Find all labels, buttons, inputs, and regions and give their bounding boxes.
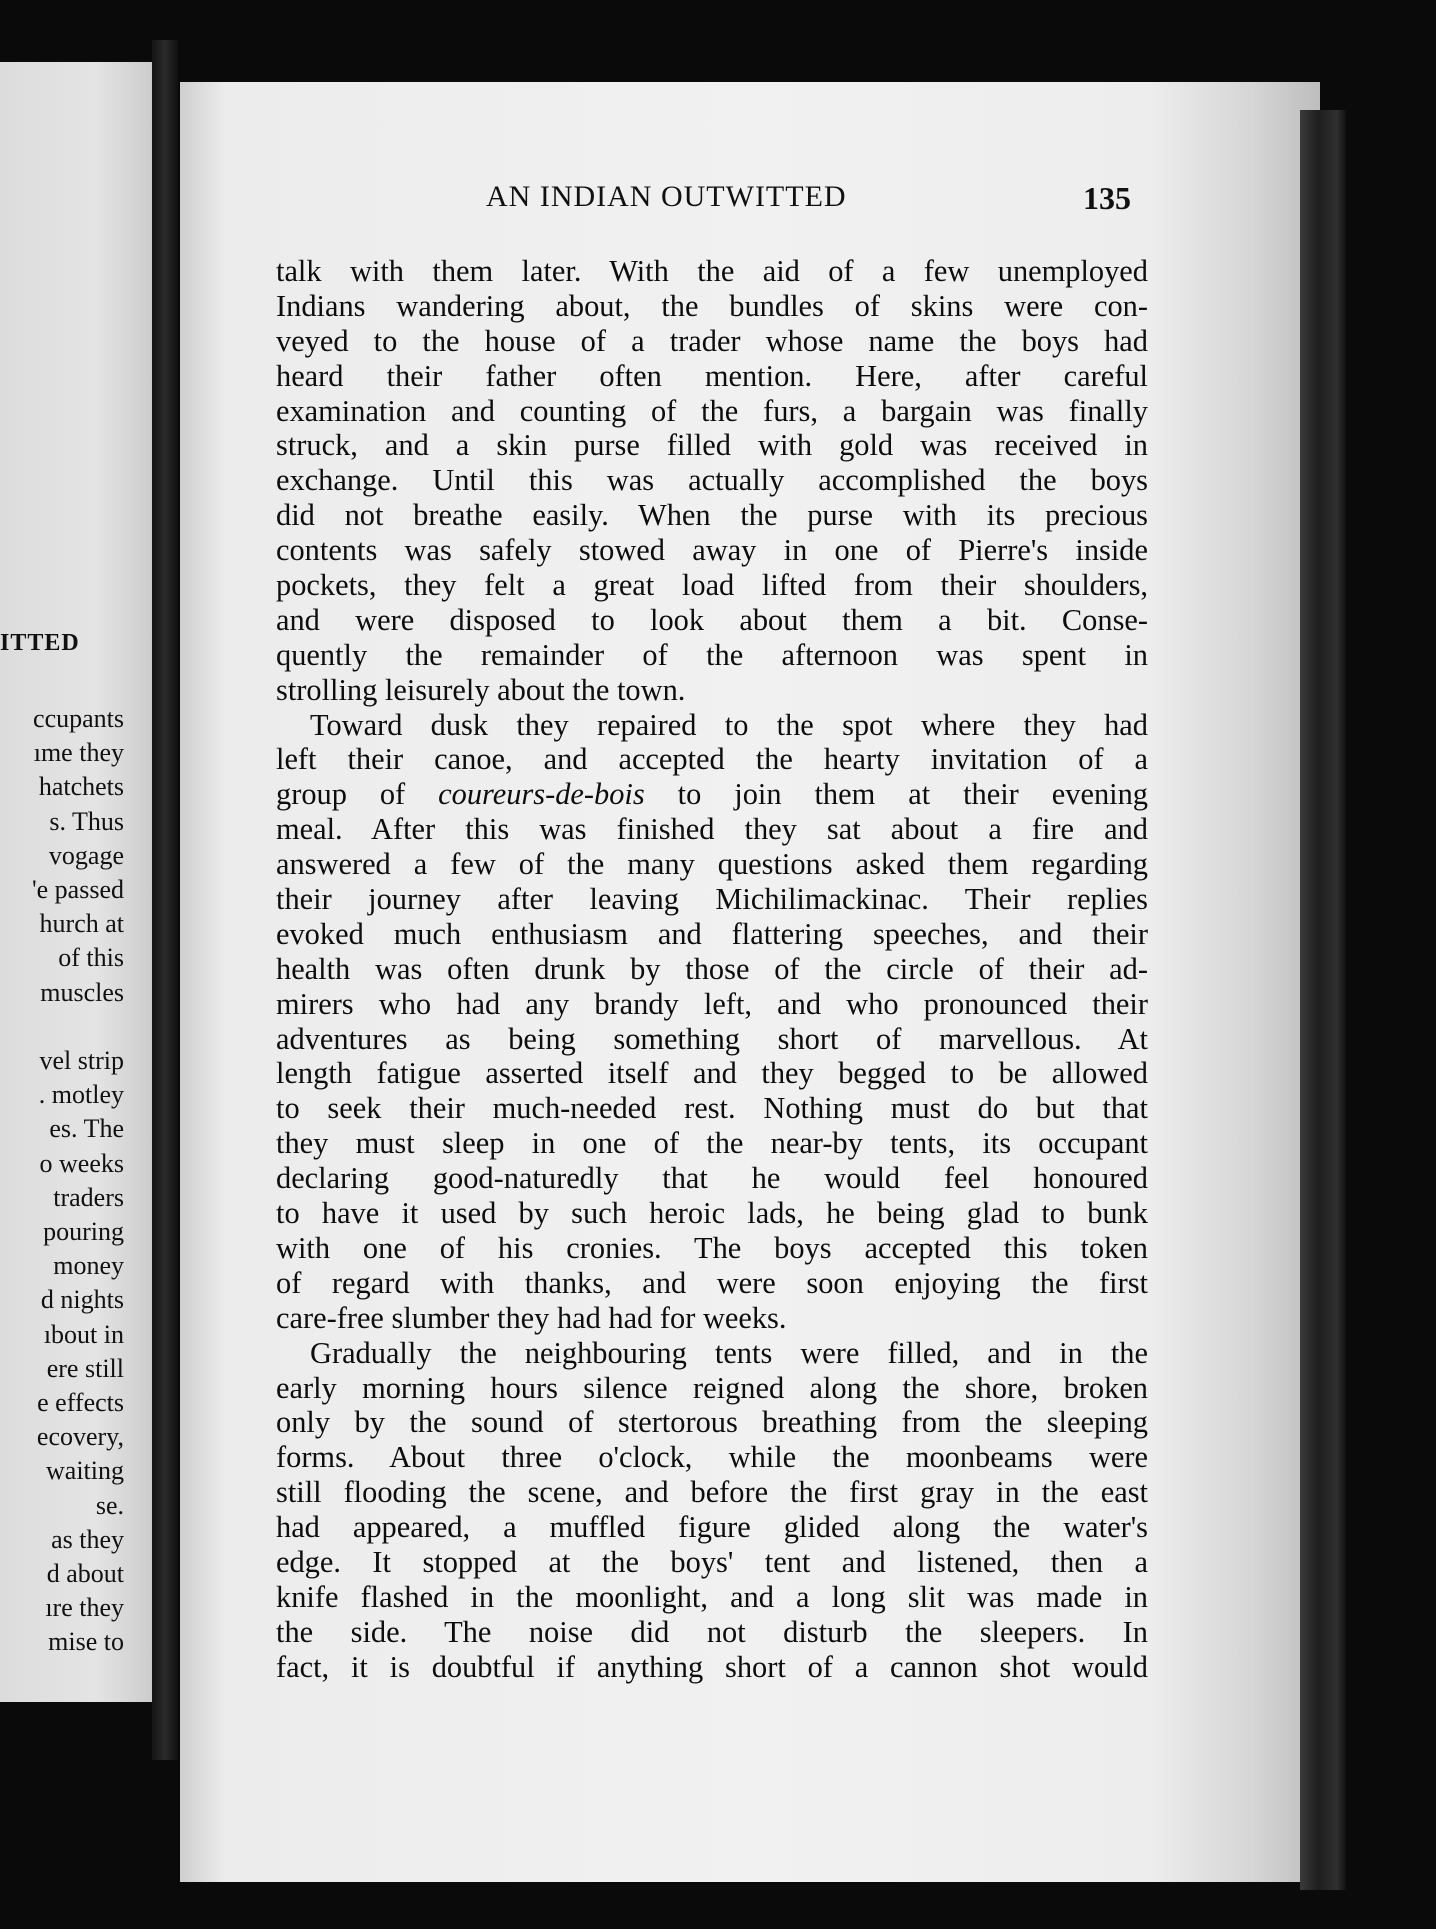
text-line: early morning hours silence reigned along the shore, broken (276, 1370, 1148, 1405)
text-line: knife flashed in the moonlight, and a long slit was made in (276, 1579, 1148, 1614)
text-line: vel strip (39, 1046, 124, 1076)
text-line: the side. The noise did not disturb the sleepers. In (276, 1614, 1148, 1649)
text-line: contents was safely stowed away in one of Pierre's inside (276, 533, 1148, 568)
text-line: Gradually the neighbouring tents were filled, and in the (310, 1335, 1148, 1370)
text-line: quently the remainder of the afternoon was spent in (276, 637, 1148, 672)
text-line: e effects (37, 1388, 124, 1418)
text-line: with one of his cronies. The boys accepted this token (276, 1230, 1148, 1265)
text-line: se. (95, 1490, 124, 1520)
text-line: d about (46, 1559, 124, 1589)
text-line: care-free slumber they had had for weeks. (276, 1300, 787, 1335)
text-line: talk with them later. With the aid of a few unemployed (276, 254, 1148, 288)
left-page-running-head: ITTED (0, 630, 80, 656)
paragraph-gap (0, 1010, 124, 1044)
text-line: examination and counting of the furs, a bargain was finally (276, 393, 1148, 428)
text-line: Toward dusk they repaired to the spot where they had (310, 707, 1148, 742)
text-line: adventures as being something short of marvellous. At (276, 1021, 1148, 1056)
text-line: forms. About three o'clock, while the moonbeams were (276, 1440, 1148, 1475)
text-line: only by the sound of stertorous breathing from the sleeping (276, 1405, 1148, 1440)
text-line: heard their father often mention. Here, after careful (276, 358, 1148, 393)
text-line: veyed to the house of a trader whose name the boys had (276, 323, 1148, 358)
left-page-text (0, 702, 124, 1660)
text-line: hatchets (38, 772, 124, 802)
text-line: of regard with thanks, and were soon enjoying the first (276, 1265, 1148, 1300)
text-line: health was often drunk by those of the circle of their ad- (276, 951, 1148, 986)
text-line: as they (51, 1524, 124, 1554)
text-line: declaring good-naturedly that he would feel honoured (276, 1161, 1148, 1196)
text-line: answered a few of the many questions asked them regarding (276, 847, 1148, 882)
text-line: pockets, they felt a great load lifted from their shoulders, (276, 568, 1148, 603)
text-line: evoked much enthusiasm and flattering speeches, and their (276, 916, 1148, 951)
text-line: o weeks (39, 1148, 124, 1178)
page-number: 135 (1083, 180, 1131, 216)
text-line: had appeared, a muffled figure glided along the water's (276, 1510, 1148, 1545)
text-line: length fatigue asserted itself and they begged to be allowed (276, 1056, 1148, 1091)
book-gutter (152, 40, 178, 1760)
text-line: to have it used by such heroic lads, he being glad to bunk (276, 1196, 1148, 1231)
text-line: 'e passed (31, 875, 124, 905)
running-head: AN INDIAN OUTWITTED (486, 180, 847, 213)
text-line: waiting (46, 1456, 124, 1486)
page-body (276, 254, 1148, 1685)
text-line: to seek their much-needed rest. Nothing must do but that (276, 1091, 1148, 1126)
text-line: . motley (38, 1080, 124, 1110)
text-line: their journey after leaving Michilimackinac. Their replies (276, 882, 1148, 917)
text-line: ıme they (33, 738, 124, 768)
text-fragment: group of (276, 777, 406, 812)
text-line: mise to (48, 1627, 124, 1657)
text-line: s. Thus (49, 806, 124, 836)
text-line: they must sleep in one of the near-by tents, its occupant (276, 1126, 1148, 1161)
text-line: hurch at (39, 909, 124, 939)
text-line: struck, and a skin purse filled with gold was received in (276, 428, 1148, 463)
italic-term: coureurs-de-bois (438, 777, 645, 812)
text-line: left their canoe, and accepted the hearty invitation of a (276, 742, 1148, 777)
text-line: of this (58, 943, 124, 973)
text-line: did not breathe easily. When the purse with its precious (276, 498, 1148, 533)
text-line: mirers who had any brandy left, and who pronounced their (276, 986, 1148, 1021)
text-line-with-italic (276, 777, 1148, 812)
text-line: ıre they (45, 1593, 124, 1623)
text-line: edge. It stopped at the boys' tent and listened, then a (276, 1544, 1148, 1579)
text-line: es. The (49, 1114, 124, 1144)
text-line: ecovery, (36, 1422, 124, 1452)
text-line: still flooding the scene, and before the first gray in the east (276, 1475, 1148, 1510)
text-line: ıbout in (43, 1319, 124, 1349)
text-line: ccupants (33, 704, 124, 733)
text-line: muscles (40, 977, 124, 1007)
text-fragment: to join them at their evening (677, 777, 1148, 812)
text-line: money (53, 1251, 124, 1281)
text-line: strolling leisurely about the town. (276, 672, 686, 707)
text-line: traders (53, 1182, 124, 1212)
text-line: pouring (43, 1217, 124, 1247)
left-page (0, 62, 160, 1702)
text-line: vogage (48, 840, 124, 870)
text-line: meal. After this was finished they sat about a fire and (276, 812, 1148, 847)
text-line: exchange. Until this was actually accomplished the boys (276, 463, 1148, 498)
text-line: fact, it is doubtful if anything short of a cannon shot would (276, 1649, 1148, 1684)
page-edge (1300, 110, 1346, 1890)
text-line: and were disposed to look about them a bit. Conse- (276, 602, 1148, 637)
text-line: Indians wandering about, the bundles of skins were con- (276, 288, 1148, 323)
text-line: d nights (40, 1285, 124, 1315)
text-line: ere still (46, 1353, 124, 1383)
